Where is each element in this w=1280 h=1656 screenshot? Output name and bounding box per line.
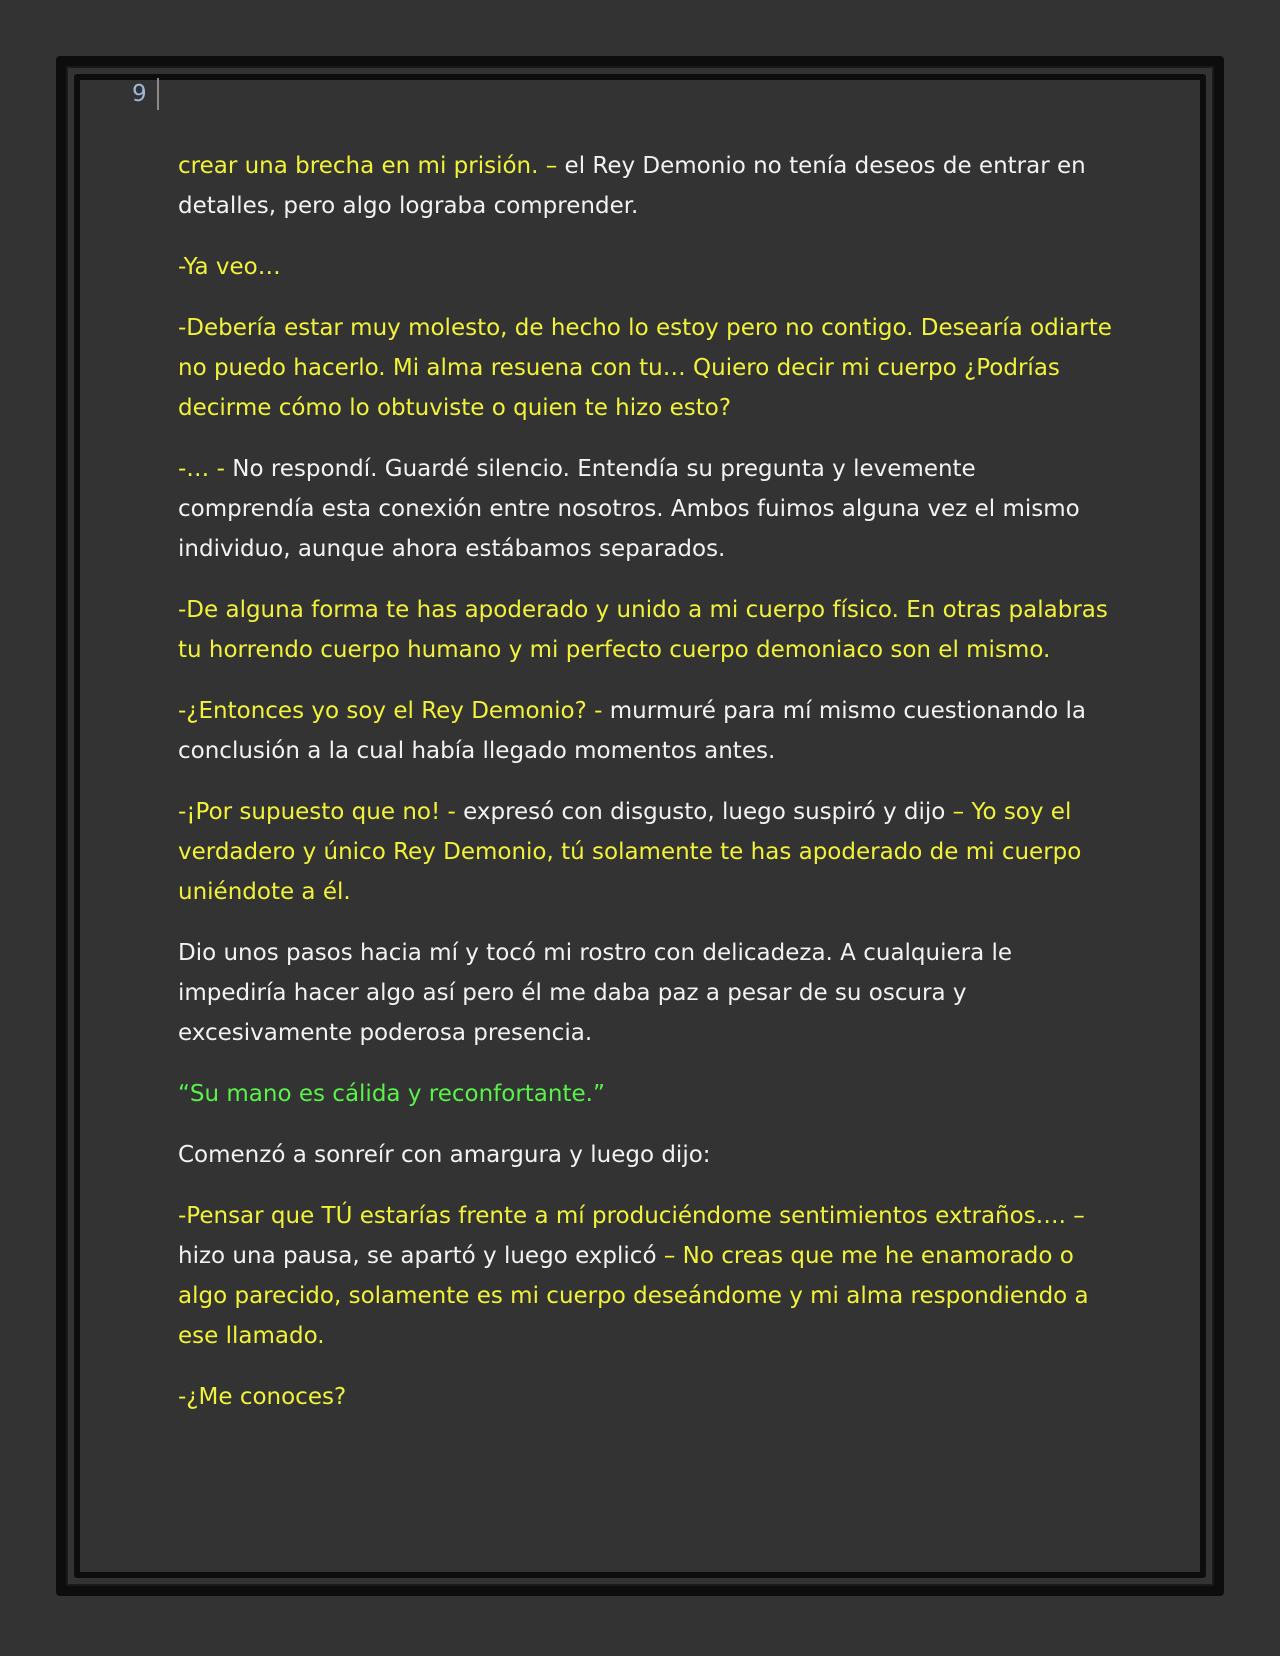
dialogue-text: – No creas que me he enamorado o algo parecido, solamente es mi cuerpo deseándome y mi alma respondiendo a ese llamado.	[178, 1243, 1089, 1349]
dialogue-text: crear una brecha en mi prisión. –	[178, 153, 558, 179]
dialogue-text: -… -	[178, 456, 225, 482]
dialogue-text: -¿Me conoces?	[178, 1384, 347, 1410]
dialogue-text: -De alguna forma te has apoderado y unido a mi cuerpo físico. En otras palabras tu horrendo cuerpo humano y mi perfecto cuerpo demoniaco son el mismo.	[178, 597, 1108, 663]
narration-text: Dio unos pasos hacia mí y tocó mi rostro con delicadeza. A cualquiera le impediría hacer algo así pero él me daba paz a pesar de su oscura y excesivamente poderosa presencia.	[178, 940, 1013, 1046]
paragraph	[178, 590, 1118, 670]
thought-text: “Su mano es cálida y reconfortante.”	[178, 1081, 605, 1107]
paragraph	[178, 933, 1118, 1053]
narration-text: murmuré para mí mismo cuestionando la conclusión a la cual había llegado momentos antes.	[178, 698, 1086, 764]
narration-text: hizo una pausa, se apartó y luego explicó	[178, 1243, 664, 1269]
narration-text: el Rey Demonio no tenía deseos de entrar en detalles, pero algo lograba comprender.	[178, 153, 1086, 219]
paragraph	[178, 247, 1118, 287]
narration-text: expresó con disgusto, luego suspiró y dijo	[455, 799, 953, 825]
dialogue-text: -¡Por supuesto que no! -	[178, 799, 456, 825]
paragraph	[178, 308, 1118, 428]
paragraph	[178, 691, 1118, 771]
dialogue-text: -¿Entonces yo soy el Rey Demonio? -	[178, 698, 603, 724]
narration-text: No respondí. Guardé silencio. Entendía su pregunta y levemente comprendía esta conexión entre nosotros. Ambos fuimos alguna vez el mismo individuo, aunque ahora estábamos separados.	[178, 456, 1080, 562]
dialogue-text: -Debería estar muy molesto, de hecho lo estoy pero no contigo. Desearía odiarte no puedo hacerlo. Mi alma resuena con tu… Quiero decir mi cuerpo ¿Podrías decirme cómo lo obtuviste o quien te hizo esto?	[178, 315, 1112, 421]
dialogue-text: -Pensar que TÚ estarías frente a mí produciéndome sentimientos extraños…. –	[178, 1203, 1085, 1229]
story-text	[178, 146, 1118, 1438]
paragraph	[178, 1074, 1118, 1114]
page-number: 9	[132, 78, 159, 110]
paragraph	[178, 1377, 1118, 1417]
paragraph	[178, 1196, 1118, 1356]
paragraph	[178, 1135, 1118, 1175]
dialogue-text: -Ya veo…	[178, 254, 281, 280]
dialogue-text: – Yo soy el verdadero y único Rey Demonio, tú solamente te has apoderado de mi cuerpo uniéndote a él.	[178, 799, 1082, 905]
paragraph	[178, 449, 1118, 569]
paragraph	[178, 146, 1118, 226]
narration-text: Comenzó a sonreír con amargura y luego dijo:	[178, 1142, 711, 1168]
paragraph	[178, 792, 1118, 912]
